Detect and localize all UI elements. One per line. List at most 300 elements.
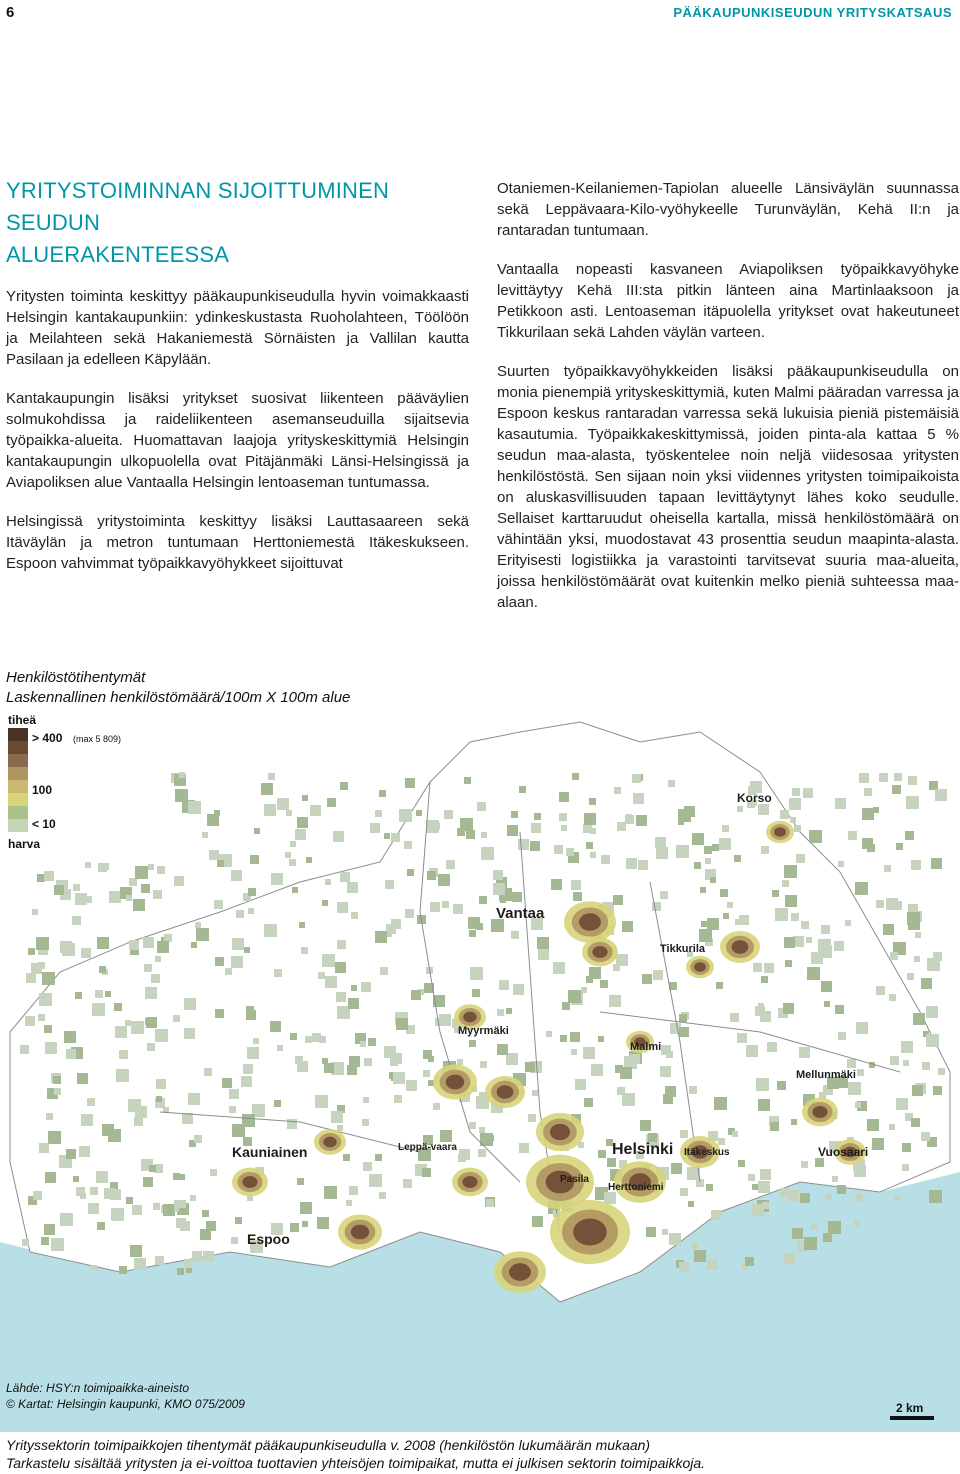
density-cell bbox=[760, 1011, 771, 1022]
density-cell bbox=[652, 902, 661, 911]
density-cell bbox=[335, 962, 346, 973]
density-cell bbox=[723, 913, 729, 919]
density-cell bbox=[235, 1217, 242, 1224]
density-hotspot bbox=[509, 1263, 531, 1280]
density-cell bbox=[38, 962, 45, 969]
density-cell bbox=[174, 876, 184, 886]
density-cell bbox=[926, 1006, 938, 1018]
density-cell bbox=[54, 1088, 61, 1095]
density-cell bbox=[679, 1262, 689, 1272]
density-cell bbox=[622, 921, 633, 932]
density-cell bbox=[799, 1047, 810, 1058]
density-cell bbox=[242, 1114, 255, 1127]
density-cell bbox=[247, 1047, 259, 1059]
density-cell bbox=[867, 1119, 879, 1131]
density-cell bbox=[551, 879, 562, 890]
place-label: Vuosaari bbox=[818, 1145, 869, 1159]
density-cell bbox=[737, 1033, 747, 1043]
density-cell bbox=[254, 828, 260, 834]
paragraph: Vantaalla nopeasti kasvaneen Aviapoliksen työpaikkavyöhyke levittäytyy Kehä III:sta pitkin länteen aina Martinlaaksoon ja Petikkoon asti. Lentoaseman itäpuolella yritykset ovat hakeutuneet Tikkurilaan sekä Lahden väylän varteen. bbox=[497, 261, 959, 341]
density-cell bbox=[99, 966, 106, 973]
density-cell bbox=[562, 1002, 570, 1010]
density-cell bbox=[422, 1168, 431, 1177]
density-cell bbox=[243, 1064, 253, 1074]
density-cell bbox=[694, 1250, 706, 1262]
density-cell bbox=[231, 870, 242, 881]
density-cell bbox=[626, 858, 637, 869]
density-cell bbox=[241, 1076, 252, 1087]
density-hotspot bbox=[323, 1137, 336, 1148]
density-cell bbox=[499, 980, 509, 990]
density-cell bbox=[375, 931, 387, 943]
density-cell bbox=[583, 1047, 595, 1059]
density-cell bbox=[837, 1185, 846, 1194]
density-cell bbox=[217, 860, 224, 867]
density-cell bbox=[700, 887, 706, 893]
density-hotspot bbox=[592, 946, 607, 958]
density-cell bbox=[469, 1040, 476, 1047]
density-cell bbox=[554, 845, 563, 854]
density-cell bbox=[764, 963, 774, 973]
density-cell bbox=[285, 852, 291, 858]
density-cell bbox=[572, 773, 579, 780]
density-cell bbox=[297, 817, 308, 828]
density-cell bbox=[614, 787, 621, 794]
caption-line-1: Yrityssektorin toimipaikkojen tihentymät pääkaupunkiseudulla v. 2008 (henkilöstön lukumäärän mukaan) bbox=[6, 1437, 651, 1453]
density-cell bbox=[680, 1188, 688, 1196]
source-line-1: Lähde: HSY:n toimipaikka-aineisto bbox=[6, 1381, 189, 1395]
density-cell bbox=[274, 969, 282, 977]
density-cell bbox=[720, 889, 728, 897]
density-cell bbox=[206, 1221, 216, 1231]
density-cell bbox=[299, 922, 305, 928]
density-cell bbox=[153, 1203, 160, 1210]
density-cell bbox=[800, 1193, 810, 1203]
density-cell bbox=[36, 937, 49, 950]
density-cell bbox=[155, 956, 161, 962]
density-cell bbox=[838, 1032, 846, 1040]
density-cell bbox=[261, 783, 273, 795]
density-cell bbox=[571, 1049, 577, 1055]
density-cell bbox=[718, 1138, 725, 1145]
place-label: Korso bbox=[737, 791, 772, 805]
density-cell bbox=[290, 1033, 297, 1040]
density-cell bbox=[486, 1199, 494, 1207]
density-cell bbox=[785, 895, 797, 907]
density-cell bbox=[794, 825, 801, 832]
density-cell bbox=[91, 1265, 97, 1271]
density-cell bbox=[44, 871, 54, 881]
density-cell bbox=[519, 1143, 529, 1153]
density-cell bbox=[26, 973, 36, 983]
density-cell bbox=[192, 1251, 202, 1261]
legend-max-note: (max 5 809) bbox=[73, 734, 122, 744]
density-cell bbox=[379, 1192, 386, 1199]
place-label: Herttoniemi bbox=[608, 1182, 664, 1193]
density-cell bbox=[90, 1187, 98, 1195]
density-cell bbox=[270, 1021, 281, 1032]
density-cell bbox=[468, 917, 480, 929]
running-head: PÄÄKAUPUNKISEUDUN YRITYSKATSAUS bbox=[673, 5, 952, 20]
density-cell bbox=[590, 852, 596, 858]
density-cell bbox=[225, 968, 232, 975]
density-cell bbox=[889, 994, 896, 1001]
density-cell bbox=[497, 1009, 504, 1016]
legend-swatch bbox=[8, 767, 28, 780]
density-cell bbox=[48, 1131, 61, 1144]
density-cell bbox=[788, 1190, 799, 1201]
density-cell bbox=[79, 1146, 90, 1157]
density-cell bbox=[855, 882, 868, 895]
density-cell bbox=[938, 1068, 945, 1075]
density-cell bbox=[722, 825, 729, 832]
legend-bottom-label: harva bbox=[8, 837, 41, 851]
density-cell bbox=[22, 1239, 29, 1246]
density-cell bbox=[688, 1201, 694, 1207]
density-cell bbox=[931, 858, 942, 869]
density-cell bbox=[613, 895, 623, 905]
density-cell bbox=[710, 877, 716, 883]
density-cell bbox=[811, 952, 823, 964]
density-cell bbox=[707, 1259, 718, 1270]
density-cell bbox=[404, 841, 412, 849]
density-cell bbox=[752, 1184, 758, 1190]
density-cell bbox=[96, 1171, 108, 1183]
density-cell bbox=[636, 815, 647, 826]
density-cell bbox=[375, 1154, 382, 1161]
density-cell bbox=[676, 845, 689, 858]
density-cell bbox=[756, 1078, 769, 1091]
density-cell bbox=[568, 990, 581, 1003]
density-cell bbox=[815, 1158, 824, 1167]
density-cell bbox=[783, 1003, 794, 1014]
density-cell bbox=[537, 937, 549, 949]
density-cell bbox=[87, 1098, 95, 1106]
figure-caption bbox=[6, 1436, 705, 1472]
density-cell bbox=[854, 1165, 866, 1177]
density-cell bbox=[305, 1036, 312, 1043]
title-line-2: ALUERAKENTEESSA bbox=[6, 242, 230, 267]
density-cell bbox=[598, 1150, 606, 1158]
density-cell bbox=[369, 1174, 382, 1187]
density-cell bbox=[188, 1093, 200, 1105]
density-cell bbox=[583, 824, 592, 833]
density-cell bbox=[229, 1089, 239, 1099]
density-cell bbox=[896, 1098, 908, 1110]
density-cell bbox=[111, 1208, 124, 1221]
density-cell bbox=[327, 798, 336, 807]
legend-swatch bbox=[8, 780, 28, 793]
density-cell bbox=[274, 1100, 281, 1107]
density-cell bbox=[714, 1097, 727, 1110]
density-cell bbox=[119, 1050, 128, 1059]
density-cell bbox=[290, 841, 296, 847]
density-cell bbox=[115, 1026, 127, 1038]
density-cell bbox=[692, 833, 704, 845]
article-title bbox=[6, 175, 466, 271]
density-cell bbox=[333, 831, 344, 842]
density-cell bbox=[229, 1106, 236, 1113]
density-cell bbox=[607, 1158, 616, 1167]
density-cell bbox=[173, 1015, 180, 1022]
density-cell bbox=[913, 1013, 925, 1025]
density-cell bbox=[297, 1178, 304, 1185]
density-cell bbox=[53, 1076, 61, 1084]
density-cell bbox=[336, 992, 346, 1002]
density-cell bbox=[399, 809, 412, 822]
density-cell bbox=[752, 1204, 764, 1216]
density-cell bbox=[446, 860, 455, 869]
density-cell bbox=[546, 1031, 552, 1037]
density-cell bbox=[589, 798, 596, 805]
density-cell bbox=[287, 1119, 297, 1129]
density-cell bbox=[396, 1018, 408, 1030]
density-cell bbox=[244, 947, 250, 953]
page-number: 6 bbox=[6, 4, 15, 21]
density-cell bbox=[818, 939, 831, 952]
paragraph: Kantakaupungin lisäksi yritykset suosivat liikenteen pääväylien solmukohdissa ja raideliikenteen asemanseuduilla sijaitsevia työpaikka-alueita. Huomattavan laajoja yrityskeskittymiä Helsingin kantakaupungin ulkopuolella ovat Pitäjänmäki Länsi-Helsingissä ja Aviapoliksen alue Vantaalla Helsingin lentoaseman tuntumassa. bbox=[6, 390, 469, 491]
legend-mid-label: 100 bbox=[32, 783, 53, 797]
density-cell bbox=[231, 1237, 238, 1244]
density-cell bbox=[184, 998, 196, 1010]
density-cell bbox=[669, 1233, 681, 1245]
density-cell bbox=[214, 900, 223, 909]
density-cell bbox=[312, 1033, 321, 1042]
density-cell bbox=[469, 930, 476, 937]
density-cell bbox=[44, 1224, 55, 1235]
density-cell bbox=[184, 1028, 195, 1039]
density-cell bbox=[337, 940, 346, 949]
density-cell bbox=[347, 882, 358, 893]
density-cell bbox=[411, 990, 421, 1000]
density-cell bbox=[157, 866, 165, 874]
density-cell bbox=[72, 916, 81, 925]
density-cell bbox=[856, 1194, 863, 1201]
density-cell bbox=[51, 1238, 64, 1251]
density-cell bbox=[581, 987, 587, 993]
density-cell bbox=[129, 940, 139, 950]
density-cell bbox=[349, 1186, 358, 1195]
density-cell bbox=[655, 837, 666, 848]
density-cell bbox=[513, 984, 524, 995]
density-cell bbox=[803, 788, 813, 798]
density-cell bbox=[20, 1045, 29, 1054]
density-cell bbox=[444, 810, 453, 819]
legend-swatch bbox=[8, 754, 28, 767]
density-cell bbox=[566, 848, 574, 856]
density-cell bbox=[908, 776, 917, 785]
density-cell bbox=[440, 1130, 452, 1142]
density-cell bbox=[519, 786, 526, 793]
density-cell bbox=[317, 1217, 329, 1229]
map-legend-title bbox=[6, 668, 350, 708]
density-cell bbox=[403, 1179, 412, 1188]
density-cell bbox=[349, 1056, 360, 1067]
place-label: Leppä-vaara bbox=[398, 1142, 457, 1153]
paragraph: Helsingissä yritystoiminta keskittyy lisäksi Lauttasaareen sekä Itäväylän ja metron tuntumaan Herttoniemestä Itäkeskukseen. Espoon vahvimmat työpaikkavyöhykkeet sijoittuvat bbox=[6, 513, 469, 572]
density-cell bbox=[110, 1189, 121, 1200]
density-cell bbox=[391, 919, 401, 929]
density-cell bbox=[903, 1060, 909, 1066]
density-cell bbox=[573, 892, 582, 901]
density-cell bbox=[406, 1080, 417, 1091]
density-cell bbox=[785, 960, 792, 967]
density-cell bbox=[300, 1202, 312, 1214]
density-cell bbox=[855, 1102, 861, 1108]
density-cell bbox=[73, 884, 80, 891]
legend-swatch bbox=[8, 819, 28, 832]
density-cell bbox=[879, 773, 888, 782]
density-cell bbox=[477, 802, 486, 811]
density-cell bbox=[789, 798, 801, 810]
place-label: Pasila bbox=[560, 1174, 589, 1185]
density-cell bbox=[876, 986, 885, 995]
density-cell bbox=[770, 1122, 779, 1131]
density-cell bbox=[143, 1177, 153, 1187]
density-cell bbox=[202, 1210, 209, 1217]
density-cell bbox=[214, 810, 220, 816]
density-cell bbox=[102, 863, 109, 870]
density-cell bbox=[921, 978, 932, 989]
density-cell bbox=[145, 987, 157, 999]
density-cell bbox=[679, 1014, 687, 1022]
paragraph: Yritysten toiminta keskittyy pääkaupunkiseudulla hyvin voimakkaasti Helsingin kantakaupunkiin: ydinkeskustasta Ruoholahteen, Töölöön ja Meilahteen sekä Hakaniemestä Sörnäisten ja Vallilan kautta Pasilaan ja edelleen Käpylään. bbox=[6, 288, 469, 368]
density-cell bbox=[684, 806, 695, 817]
density-cell bbox=[525, 1062, 535, 1072]
density-cell bbox=[792, 788, 800, 796]
density-cell bbox=[384, 833, 390, 839]
density-cell bbox=[143, 937, 154, 948]
density-cell bbox=[295, 1056, 303, 1064]
density-cell bbox=[77, 1073, 88, 1084]
density-cell bbox=[915, 932, 921, 938]
density-cell bbox=[735, 919, 741, 925]
density-cell bbox=[738, 1160, 745, 1167]
density-cell bbox=[912, 1085, 923, 1096]
density-cell bbox=[207, 818, 213, 824]
density-cell bbox=[633, 793, 644, 804]
density-cell bbox=[772, 890, 779, 897]
density-cell bbox=[394, 1095, 402, 1103]
density-cell bbox=[666, 1051, 673, 1058]
density-cell bbox=[368, 1038, 376, 1046]
density-cell bbox=[479, 1127, 485, 1133]
density-cell bbox=[832, 1176, 838, 1182]
density-cell bbox=[457, 1059, 463, 1065]
density-cell bbox=[453, 904, 463, 914]
density-cell bbox=[109, 891, 121, 903]
density-cell bbox=[821, 925, 830, 934]
density-cell bbox=[215, 1009, 224, 1018]
density-cell bbox=[163, 1204, 175, 1216]
density-cell bbox=[689, 1086, 697, 1094]
map-source bbox=[6, 1380, 245, 1412]
place-label: Malmi bbox=[630, 1041, 662, 1053]
density-cell bbox=[37, 874, 45, 882]
density-cell bbox=[286, 810, 292, 816]
place-label: Vantaa bbox=[496, 905, 545, 922]
density-cell bbox=[660, 1066, 671, 1077]
density-cell bbox=[911, 860, 921, 870]
density-cell bbox=[348, 998, 359, 1009]
density-cell bbox=[155, 1029, 168, 1042]
density-cell bbox=[890, 952, 898, 960]
density-cell bbox=[423, 1050, 432, 1059]
density-cell bbox=[933, 1086, 942, 1095]
density-cell bbox=[393, 1072, 405, 1084]
density-cell bbox=[469, 1122, 476, 1129]
density-cell bbox=[862, 808, 874, 820]
density-cell bbox=[807, 967, 820, 980]
density-cell bbox=[796, 854, 805, 863]
density-cell bbox=[310, 805, 321, 816]
density-cell bbox=[929, 781, 938, 790]
density-cell bbox=[472, 989, 480, 997]
legend-title-line-1: Henkilöstötihentymät bbox=[6, 669, 146, 686]
density-cell bbox=[75, 893, 87, 905]
density-cell bbox=[792, 1228, 803, 1239]
density-cell bbox=[416, 810, 422, 816]
density-cell bbox=[155, 1256, 164, 1265]
density-cell bbox=[364, 1058, 372, 1066]
density-cell bbox=[363, 1097, 369, 1103]
density-cell bbox=[144, 964, 152, 972]
density-cell bbox=[38, 1014, 45, 1021]
density-cell bbox=[46, 1113, 53, 1120]
density-cell bbox=[845, 920, 851, 926]
density-cell bbox=[126, 895, 132, 901]
density-cell bbox=[292, 887, 298, 893]
density-cell bbox=[809, 830, 822, 843]
density-cell bbox=[737, 806, 743, 812]
density-cell bbox=[854, 1220, 860, 1226]
density-cell bbox=[896, 843, 903, 850]
density-cell bbox=[119, 1266, 127, 1274]
density-cell bbox=[883, 924, 894, 935]
density-cell bbox=[442, 901, 449, 908]
density-cell bbox=[848, 1082, 861, 1095]
density-cell bbox=[784, 1253, 795, 1264]
density-hotspot bbox=[812, 1106, 827, 1118]
density-cell bbox=[268, 773, 275, 780]
density-cell bbox=[62, 943, 75, 956]
density-cell bbox=[277, 798, 289, 810]
density-cell bbox=[706, 1184, 713, 1191]
density-cell bbox=[892, 785, 901, 794]
density-hotspot bbox=[732, 940, 749, 953]
density-cell bbox=[45, 1042, 57, 1054]
density-cell bbox=[732, 1131, 738, 1137]
density-cell bbox=[626, 814, 632, 820]
density-cell bbox=[360, 1041, 366, 1047]
density-cell bbox=[248, 908, 254, 914]
legend-swatch bbox=[8, 728, 28, 741]
density-cell bbox=[933, 952, 942, 961]
density-hotspot bbox=[573, 1219, 607, 1246]
density-cell bbox=[804, 1237, 817, 1250]
density-cell bbox=[362, 1119, 369, 1126]
density-cell bbox=[324, 1186, 337, 1199]
density-cell bbox=[561, 825, 567, 831]
density-cell bbox=[692, 1242, 699, 1249]
density-cell bbox=[478, 1149, 486, 1157]
density-cell bbox=[340, 782, 348, 790]
density-cell bbox=[479, 896, 487, 904]
density-cell bbox=[656, 847, 668, 859]
density-cell bbox=[141, 884, 150, 893]
density-cell bbox=[44, 1025, 52, 1033]
density-cell bbox=[105, 991, 111, 997]
